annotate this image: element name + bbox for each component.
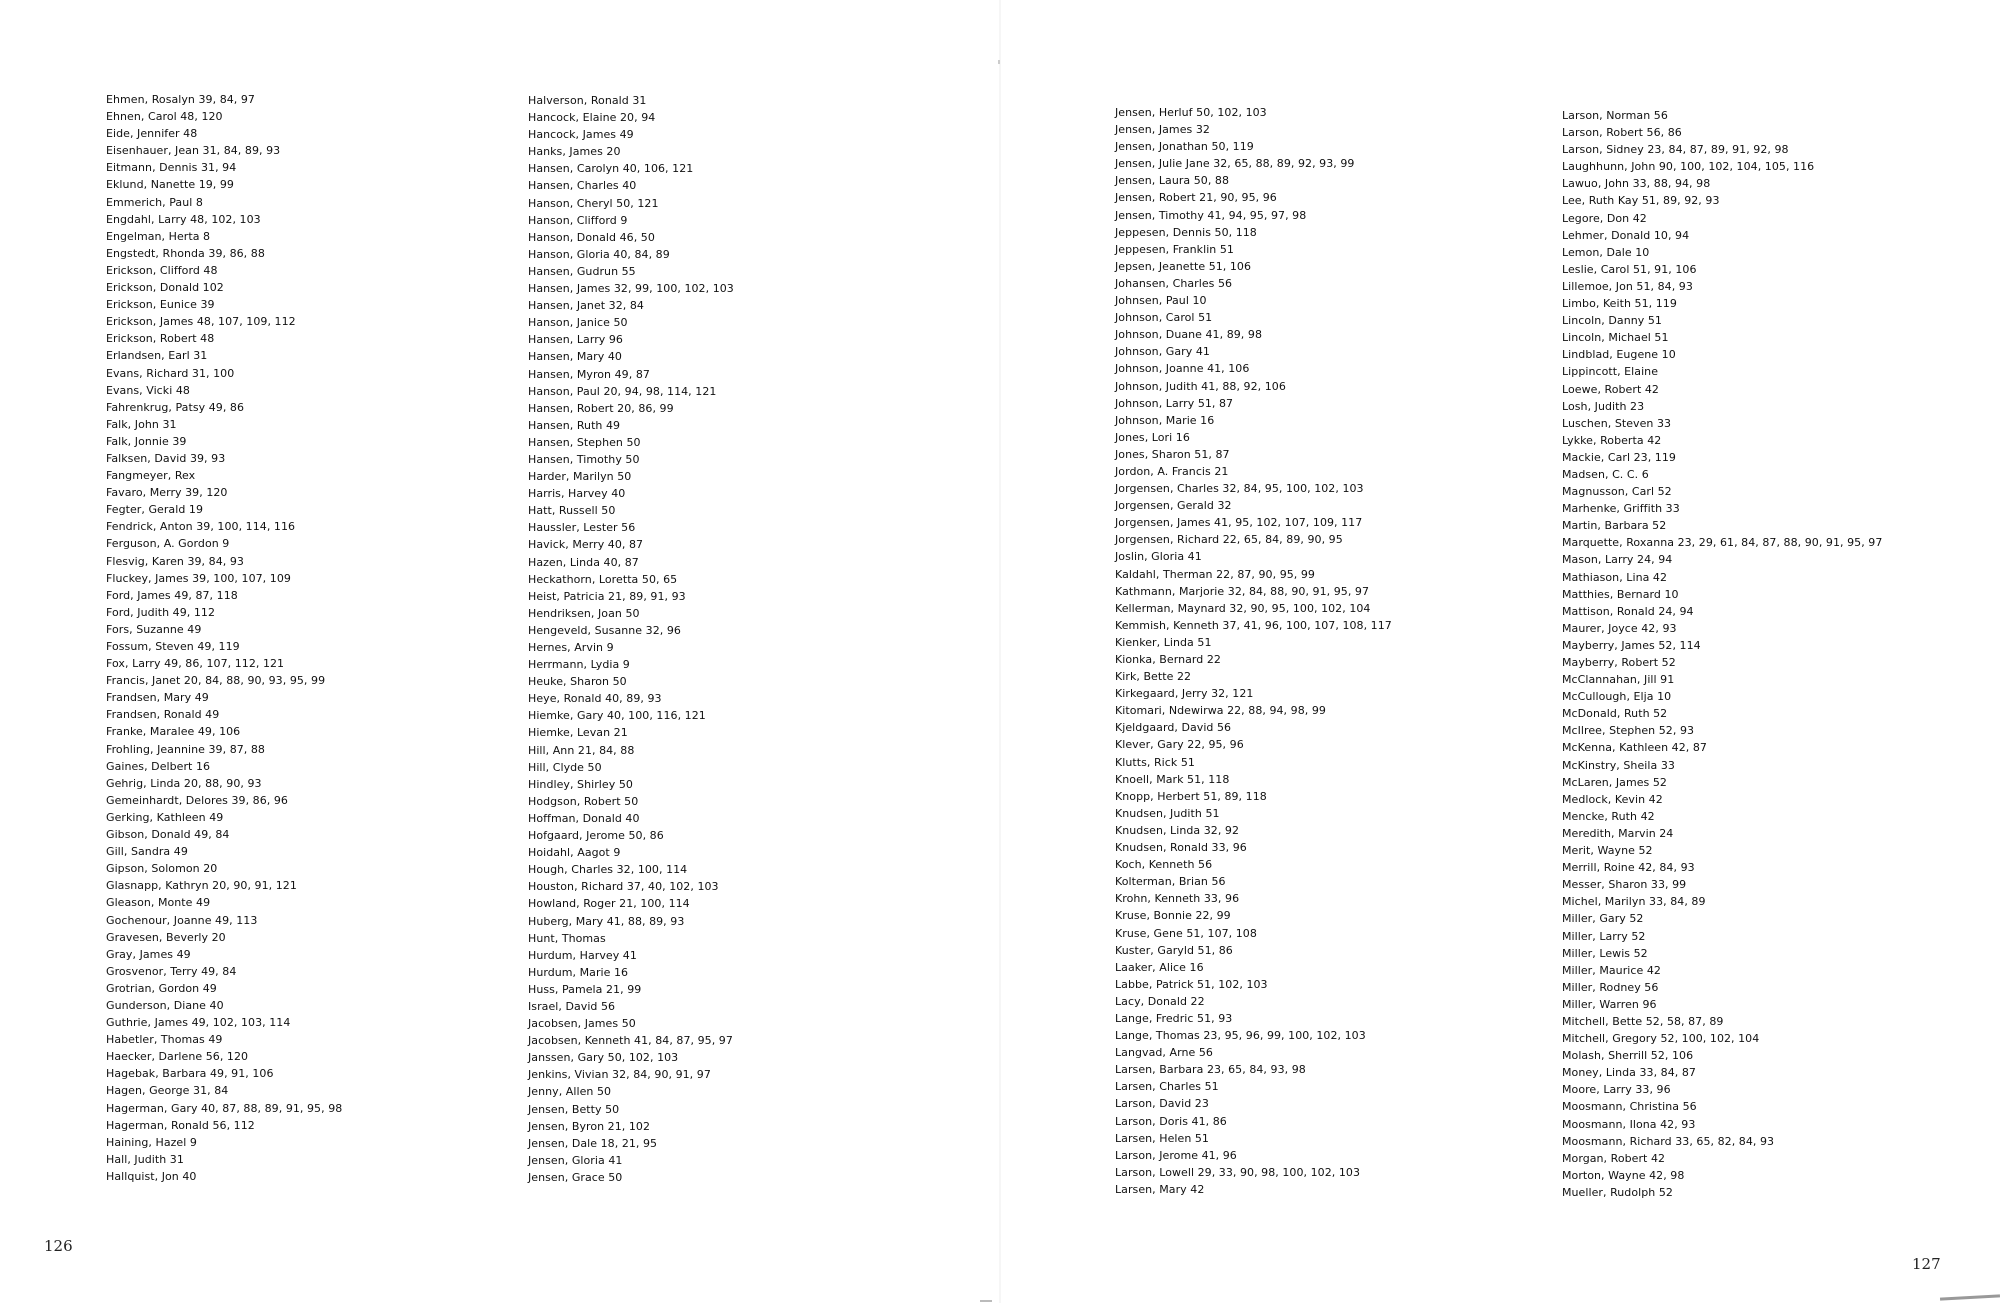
index-entry: Hill, Ann 21, 84, 88: [528, 743, 635, 757]
index-entry: Eklund, Nanette 19, 99: [106, 178, 234, 192]
index-entry: Limbo, Keith 51, 119: [1562, 297, 1677, 311]
index-entry: Franke, Maralee 49, 106: [106, 725, 241, 739]
index-entry: Hansen, Stephen 50: [528, 435, 641, 449]
index-entry: Miller, Rodney 56: [1562, 980, 1659, 994]
index-entry: Hansen, Janet 32, 84: [528, 299, 644, 313]
index-entry: Hagen, George 31, 84: [106, 1084, 229, 1098]
index-entry: Labbe, Patrick 51, 102, 103: [1115, 977, 1268, 991]
index-entry: Lawuo, John 33, 88, 94, 98: [1562, 177, 1711, 191]
index-entry: Maurer, Joyce 42, 93: [1562, 621, 1677, 635]
index-entry: Larson, Robert 56, 86: [1562, 126, 1682, 140]
index-entry: Laughhunn, John 90, 100, 102, 104, 105, 116: [1562, 160, 1815, 174]
index-entry: Mathiason, Lina 42: [1562, 570, 1668, 584]
index-entry: Engelman, Herta 8: [106, 229, 211, 243]
index-entry: Johnson, Duane 41, 89, 98: [1115, 328, 1262, 342]
index-entry: Larson, Jerome 41, 96: [1115, 1148, 1237, 1162]
index-entry: Jorgensen, Charles 32, 84, 95, 100, 102, 103: [1115, 482, 1364, 496]
index-entry: Martin, Barbara 52: [1562, 519, 1667, 533]
index-entry: Jorgensen, James 41, 95, 102, 107, 109, 117: [1115, 516, 1363, 530]
index-entry: Larson, Doris 41, 86: [1115, 1114, 1227, 1128]
index-entry: Moosmann, Christina 56: [1562, 1100, 1697, 1114]
index-entry: Habetler, Thomas 49: [106, 1033, 223, 1047]
index-entry: Hansen, Larry 96: [528, 333, 623, 347]
index-entry: Ehmen, Rosalyn 39, 84, 97: [106, 93, 255, 106]
index-entry: Engdahl, Larry 48, 102, 103: [106, 212, 261, 226]
index-entry: Harder, Marilyn 50: [528, 470, 632, 484]
index-entry: Hiemke, Gary 40, 100, 116, 121: [528, 709, 706, 723]
index-entry: Frandsen, Ronald 49: [106, 708, 220, 722]
index-entry: Jensen, Grace 50: [528, 1170, 623, 1184]
index-entry: Johnson, Larry 51, 87: [1115, 396, 1234, 410]
index-entry: Hallquist, Jon 40: [106, 1169, 197, 1183]
index-entry: Luschen, Steven 33: [1562, 416, 1672, 430]
index-entry: Grotrian, Gordon 49: [106, 981, 217, 995]
index-entry: McDonald, Ruth 52: [1562, 707, 1668, 721]
index-entry: Eitmann, Dennis 31, 94: [106, 161, 237, 175]
index-entry: Ford, Judith 49, 112: [106, 605, 215, 619]
index-entry: Johnsen, Paul 10: [1115, 294, 1207, 308]
index-entry: Erickson, Donald 102: [106, 281, 224, 295]
index-entry: Langvad, Arne 56: [1115, 1046, 1213, 1060]
index-entry: Hansen, Charles 40: [528, 179, 637, 193]
index-entry: Hansen, Gudrun 55: [528, 264, 636, 278]
index-entry: Krohn, Kenneth 33, 96: [1115, 892, 1240, 906]
index-entry: Johnson, Marie 16: [1115, 413, 1215, 427]
index-entry: Hanson, Janice 50: [528, 316, 628, 330]
index-entry: Harris, Harvey 40: [528, 487, 626, 501]
index-entry: Jenny, Allen 50: [528, 1085, 612, 1099]
index-entry: Kolterman, Brian 56: [1115, 875, 1226, 889]
index-column-1: [106, 91, 342, 1185]
index-entry: Mueller, Rudolph 52: [1562, 1185, 1673, 1199]
index-entry: Mitchell, Gregory 52, 100, 102, 104: [1562, 1032, 1760, 1046]
index-entry: Jensen, Julie Jane 32, 65, 88, 89, 92, 93, 99: [1115, 157, 1355, 171]
index-column-3: [1115, 104, 1392, 1198]
index-entry: Kitomari, Ndewirwa 22, 88, 94, 98, 99: [1115, 704, 1326, 718]
index-entry: Hansen, Carolyn 40, 106, 121: [528, 162, 694, 176]
index-entry: Larson, Sidney 23, 84, 87, 89, 91, 92, 98: [1562, 143, 1789, 157]
index-entry: Haining, Hazel 9: [106, 1135, 197, 1149]
index-entry: Hazen, Linda 40, 87: [528, 555, 639, 569]
index-entry: Larsen, Barbara 23, 65, 84, 93, 98: [1115, 1063, 1306, 1077]
index-entry: Halverson, Ronald 31: [528, 94, 647, 107]
index-entry: Heye, Ronald 40, 89, 93: [528, 692, 662, 706]
scan-mark-bottom: [980, 1300, 992, 1302]
page-gutter: [999, 0, 1001, 1303]
index-entry: McKinstry, Sheila 33: [1562, 758, 1675, 772]
index-entry: Larsen, Charles 51: [1115, 1080, 1219, 1094]
index-entry: Hancock, James 49: [528, 128, 634, 142]
index-entry: Larsen, Mary 42: [1115, 1182, 1205, 1196]
index-entry: Miller, Maurice 42: [1562, 963, 1661, 977]
index-entry: Ehnen, Carol 48, 120: [106, 110, 223, 124]
index-entry: Hall, Judith 31: [106, 1152, 184, 1166]
index-entry: Haussler, Lester 56: [528, 521, 636, 535]
scan-mark-top: [998, 60, 1000, 64]
index-entry: Mayberry, James 52, 114: [1562, 638, 1701, 652]
index-entry: Erlandsen, Earl 31: [106, 349, 208, 363]
index-entry: Gemeinhardt, Delores 39, 86, 96: [106, 793, 288, 807]
index-entry: Michel, Marilyn 33, 84, 89: [1562, 895, 1706, 909]
index-entry: Evans, Richard 31, 100: [106, 366, 235, 380]
index-entry: Haecker, Darlene 56, 120: [106, 1050, 249, 1064]
index-entry: Francis, Janet 20, 84, 88, 90, 93, 95, 99: [106, 674, 326, 688]
index-entry: Larson, Norman 56: [1562, 109, 1668, 122]
index-entry: Jensen, Jonathan 50, 119: [1115, 140, 1254, 154]
index-entry: Hansen, Ruth 49: [528, 418, 621, 432]
index-entry: Favaro, Merry 39, 120: [106, 486, 228, 500]
index-entry: Fossum, Steven 49, 119: [106, 640, 240, 653]
page-number-right: 127: [1912, 1255, 1941, 1273]
index-entry: Glasnapp, Kathryn 20, 90, 91, 121: [106, 879, 297, 893]
index-entry: Moosmann, Richard 33, 65, 82, 84, 93: [1562, 1134, 1775, 1148]
index-entry: Jorgensen, Richard 22, 65, 84, 89, 90, 95: [1115, 533, 1343, 547]
index-entry: Joslin, Gloria 41: [1115, 550, 1202, 564]
index-entry: Gochenour, Joanne 49, 113: [106, 913, 258, 927]
index-entry: Matthies, Bernard 10: [1562, 587, 1679, 601]
index-entry: Houston, Richard 37, 40, 102, 103: [528, 880, 719, 894]
index-entry: Morton, Wayne 42, 98: [1562, 1168, 1685, 1182]
index-entry: Mattison, Ronald 24, 94: [1562, 604, 1694, 618]
index-entry: Hill, Clyde 50: [528, 760, 602, 774]
index-entry: Lacy, Donald 22: [1115, 994, 1205, 1008]
index-entry: Knudsen, Judith 51: [1115, 806, 1220, 820]
index-entry: Hansen, Timothy 50: [528, 452, 640, 466]
index-entry: Hindley, Shirley 50: [528, 777, 633, 791]
index-entry: Hanks, James 20: [528, 145, 621, 159]
index-entry: Messer, Sharon 33, 99: [1562, 878, 1687, 892]
index-entry: Johnson, Carol 51: [1115, 311, 1213, 325]
index-entry: Jensen, Herluf 50, 102, 103: [1115, 106, 1267, 119]
index-entry: Jensen, Byron 21, 102: [528, 1119, 651, 1133]
index-entry: Lemon, Dale 10: [1562, 245, 1650, 259]
index-entry: Hatt, Russell 50: [528, 504, 616, 518]
index-entry: Moosmann, Ilona 42, 93: [1562, 1117, 1696, 1131]
index-entry: Johnson, Gary 41: [1115, 345, 1210, 359]
index-entry: Gaines, Delbert 16: [106, 759, 211, 773]
index-entry: Madsen, C. C. 6: [1562, 467, 1649, 481]
index-entry: Heckathorn, Loretta 50, 65: [528, 572, 678, 586]
index-entry: Jensen, Dale 18, 21, 95: [528, 1136, 658, 1150]
index-entry: Jensen, Gloria 41: [528, 1153, 623, 1167]
index-entry: Eide, Jennifer 48: [106, 127, 198, 141]
index-entry: Marquette, Roxanna 23, 29, 61, 84, 87, 88, 90, 91, 95, 97: [1562, 536, 1883, 550]
index-entry: Hagerman, Ronald 56, 112: [106, 1118, 255, 1132]
index-entry: Kuster, Garyld 51, 86: [1115, 943, 1233, 957]
index-entry: Hendriksen, Joan 50: [528, 606, 640, 620]
index-entry: Jenkins, Vivian 32, 84, 90, 91, 97: [528, 1068, 711, 1082]
index-entry: Laaker, Alice 16: [1115, 960, 1204, 974]
index-entry: Frohling, Jeannine 39, 87, 88: [106, 742, 265, 756]
index-entry: Heuke, Sharon 50: [528, 675, 627, 689]
index-entry: Hunt, Thomas: [528, 931, 606, 945]
index-entry: Jensen, Timothy 41, 94, 95, 97, 98: [1115, 208, 1307, 222]
index-entry: Leslie, Carol 51, 91, 106: [1562, 262, 1697, 276]
index-entry: Kirk, Bette 22: [1115, 670, 1192, 684]
index-entry: Hancock, Elaine 20, 94: [528, 111, 656, 125]
index-entry: Moore, Larry 33, 96: [1562, 1083, 1671, 1097]
index-entry: Marhenke, Griffith 33: [1562, 502, 1680, 516]
index-entry: Fors, Suzanne 49: [106, 622, 202, 636]
index-entry: Mencke, Ruth 42: [1562, 809, 1655, 823]
index-entry: Meredith, Marvin 24: [1562, 826, 1674, 840]
index-entry: Jones, Sharon 51, 87: [1115, 447, 1230, 461]
index-entry: Herrmann, Lydia 9: [528, 658, 630, 672]
index-entry: Larsen, Helen 51: [1115, 1131, 1209, 1145]
index-entry: Loewe, Robert 42: [1562, 382, 1659, 396]
index-entry: Hernes, Arvin 9: [528, 641, 614, 654]
index-entry: Falk, Jonnie 39: [106, 434, 187, 448]
index-entry: Hanson, Gloria 40, 84, 89: [528, 247, 670, 261]
index-entry: Johnson, Joanne 41, 106: [1115, 362, 1250, 376]
index-entry: Hodgson, Robert 50: [528, 794, 639, 808]
index-entry: Fahrenkrug, Patsy 49, 86: [106, 400, 245, 414]
index-entry: Hofgaard, Jerome 50, 86: [528, 829, 664, 843]
index-entry: Kathmann, Marjorie 32, 84, 88, 90, 91, 95, 97: [1115, 584, 1370, 598]
index-entry: Larson, Lowell 29, 33, 90, 98, 100, 102, 103: [1115, 1165, 1360, 1179]
index-entry: Mason, Larry 24, 94: [1562, 553, 1673, 567]
index-entry: Engstedt, Rhonda 39, 86, 88: [106, 246, 265, 260]
index-entry: Guthrie, James 49, 102, 103, 114: [106, 1016, 291, 1030]
index-entry: Jeppesen, Franklin 51: [1115, 242, 1234, 256]
index-column-4: [1562, 107, 1882, 1201]
index-entry: Gibson, Donald 49, 84: [106, 828, 230, 842]
index-entry: Miller, Larry 52: [1562, 929, 1646, 943]
index-entry: Lykke, Roberta 42: [1562, 433, 1662, 447]
index-entry: Gipson, Solomon 20: [106, 862, 218, 876]
index-entry: Legore, Don 42: [1562, 211, 1647, 225]
index-entry: Klever, Gary 22, 95, 96: [1115, 738, 1244, 752]
index-entry: Hanson, Cheryl 50, 121: [528, 196, 659, 210]
index-entry: Kionka, Bernard 22: [1115, 653, 1221, 666]
index-entry: Magnusson, Carl 52: [1562, 485, 1672, 499]
index-entry: Evans, Vicki 48: [106, 383, 190, 397]
index-entry: Lillemoe, Jon 51, 84, 93: [1562, 279, 1693, 293]
index-entry: Emmerich, Paul 8: [106, 195, 203, 209]
index-entry: Kellerman, Maynard 32, 90, 95, 100, 102, 104: [1115, 601, 1371, 615]
index-entry: Koch, Kenneth 56: [1115, 858, 1213, 872]
index-entry: Gray, James 49: [106, 947, 191, 961]
index-entry: Morgan, Robert 42: [1562, 1151, 1666, 1165]
index-entry: Lincoln, Michael 51: [1562, 331, 1669, 345]
index-entry: Fox, Larry 49, 86, 107, 112, 121: [106, 657, 285, 671]
index-entry: Eisenhauer, Jean 31, 84, 89, 93: [106, 144, 281, 158]
index-entry: Jacobsen, James 50: [528, 1017, 636, 1031]
index-entry: Hanson, Paul 20, 94, 98, 114, 121: [528, 384, 717, 398]
index-entry: Lange, Thomas 23, 95, 96, 99, 100, 102, 103: [1115, 1029, 1366, 1043]
index-entry: Hoffman, Donald 40: [528, 811, 640, 825]
index-entry: Kruse, Bonnie 22, 99: [1115, 909, 1231, 923]
index-entry: Kirkegaard, Jerry 32, 121: [1115, 687, 1254, 701]
index-entry: Johansen, Charles 56: [1115, 276, 1233, 290]
index-entry: Miller, Gary 52: [1562, 912, 1644, 926]
index-entry: Medlock, Kevin 42: [1562, 792, 1663, 806]
index-entry: Miller, Warren 96: [1562, 997, 1657, 1011]
index-entry: Howland, Roger 21, 100, 114: [528, 897, 690, 911]
index-entry: Havick, Merry 40, 87: [528, 538, 644, 552]
index-entry: Lee, Ruth Kay 51, 89, 92, 93: [1562, 194, 1720, 208]
index-entry: Merrill, Roine 42, 84, 93: [1562, 861, 1695, 875]
index-entry: McCullough, Elja 10: [1562, 690, 1672, 704]
index-entry: Jordon, A. Francis 21: [1115, 464, 1229, 478]
index-entry: Lippincott, Elaine: [1562, 365, 1659, 379]
index-entry: Jeppesen, Dennis 50, 118: [1115, 225, 1257, 239]
index-entry: McLaren, James 52: [1562, 775, 1667, 789]
index-entry: Merit, Wayne 52: [1562, 844, 1653, 858]
index-entry: Falksen, David 39, 93: [106, 451, 226, 465]
index-entry: Hengeveld, Susanne 32, 96: [528, 623, 681, 637]
index-entry: Gehrig, Linda 20, 88, 90, 93: [106, 776, 262, 790]
index-entry: Hough, Charles 32, 100, 114: [528, 863, 688, 877]
index-entry: McClannahan, Jill 91: [1562, 673, 1675, 687]
index-entry: Erickson, Robert 48: [106, 332, 215, 346]
index-entry: Gravesen, Beverly 20: [106, 930, 226, 944]
index-entry: Fangmeyer, Rex: [106, 469, 196, 483]
index-entry: Lindblad, Eugene 10: [1562, 348, 1676, 362]
index-entry: Huss, Pamela 21, 99: [528, 982, 642, 996]
index-entry: Knoell, Mark 51, 118: [1115, 772, 1230, 786]
index-entry: Israel, David 56: [528, 999, 616, 1013]
index-entry: Miller, Lewis 52: [1562, 946, 1648, 960]
index-entry: Falk, John 31: [106, 417, 177, 431]
index-entry: Knudsen, Ronald 33, 96: [1115, 841, 1247, 855]
index-entry: Mackie, Carl 23, 119: [1562, 450, 1676, 464]
index-entry: Heist, Patricia 21, 89, 91, 93: [528, 589, 686, 603]
index-entry: Jorgensen, Gerald 32: [1115, 499, 1232, 513]
index-entry: Hanson, Donald 46, 50: [528, 230, 655, 244]
page-number-left: 126: [44, 1237, 73, 1255]
index-entry: Money, Linda 33, 84, 87: [1562, 1066, 1696, 1080]
index-entry: Gunderson, Diane 40: [106, 998, 224, 1012]
index-entry: Ferguson, A. Gordon 9: [106, 537, 230, 551]
index-entry: Hiemke, Levan 21: [528, 726, 628, 740]
index-entry: McIlree, Stephen 52, 93: [1562, 724, 1695, 738]
index-entry: Jensen, Betty 50: [528, 1102, 620, 1116]
index-entry: Molash, Sherrill 52, 106: [1562, 1049, 1694, 1063]
index-entry: Hagerman, Gary 40, 87, 88, 89, 91, 95, 98: [106, 1101, 343, 1115]
index-entry: Kaldahl, Therman 22, 87, 90, 95, 99: [1115, 567, 1315, 581]
index-entry: Knopp, Herbert 51, 89, 118: [1115, 789, 1267, 803]
index-entry: Fluckey, James 39, 100, 107, 109: [106, 571, 291, 585]
index-entry: Frandsen, Mary 49: [106, 691, 209, 705]
index-entry: Hanson, Clifford 9: [528, 213, 628, 227]
index-entry: Erickson, Eunice 39: [106, 298, 215, 312]
index-entry: Klutts, Rick 51: [1115, 755, 1195, 769]
index-entry: Flesvig, Karen 39, 84, 93: [106, 554, 244, 568]
index-entry: Jacobsen, Kenneth 41, 84, 87, 95, 97: [528, 1034, 733, 1048]
index-entry: Hansen, James 32, 99, 100, 102, 103: [528, 282, 734, 296]
index-entry: Huberg, Mary 41, 88, 89, 93: [528, 914, 685, 928]
index-entry: Ford, James 49, 87, 118: [106, 588, 238, 602]
index-entry: Hansen, Robert 20, 86, 99: [528, 401, 674, 415]
index-entry: Larson, David 23: [1115, 1097, 1209, 1111]
index-entry: Jensen, Robert 21, 90, 95, 96: [1115, 191, 1277, 205]
index-entry: Mayberry, Robert 52: [1562, 656, 1676, 669]
index-entry: Lehmer, Donald 10, 94: [1562, 228, 1690, 242]
index-entry: Hagebak, Barbara 49, 91, 106: [106, 1067, 274, 1081]
index-entry: Hansen, Myron 49, 87: [528, 367, 650, 381]
index-entry: Kienker, Linda 51: [1115, 635, 1212, 649]
index-entry: Mitchell, Bette 52, 58, 87, 89: [1562, 1014, 1724, 1028]
index-entry: Kemmish, Kenneth 37, 41, 96, 100, 107, 108, 117: [1115, 618, 1392, 632]
index-entry: Hurdum, Harvey 41: [528, 948, 637, 962]
index-entry: Erickson, James 48, 107, 109, 112: [106, 315, 296, 329]
index-entry: Hansen, Mary 40: [528, 350, 622, 364]
index-entry: McKenna, Kathleen 42, 87: [1562, 741, 1707, 755]
index-entry: Hurdum, Marie 16: [528, 965, 629, 979]
index-column-2: [528, 92, 734, 1186]
index-entry: Lange, Fredric 51, 93: [1115, 1011, 1233, 1025]
index-entry: Fegter, Gerald 19: [106, 503, 204, 517]
index-entry: Kjeldgaard, David 56: [1115, 721, 1232, 735]
index-entry: Losh, Judith 23: [1562, 399, 1645, 413]
index-entry: Grosvenor, Terry 49, 84: [106, 964, 237, 978]
index-entry: Johnson, Judith 41, 88, 92, 106: [1115, 379, 1286, 393]
index-entry: Fendrick, Anton 39, 100, 114, 116: [106, 520, 296, 534]
index-entry: Janssen, Gary 50, 102, 103: [528, 1051, 679, 1065]
index-entry: Erickson, Clifford 48: [106, 263, 218, 277]
index-entry: Lincoln, Danny 51: [1562, 314, 1662, 328]
index-entry: Hoidahl, Aagot 9: [528, 846, 621, 860]
index-entry: Gerking, Kathleen 49: [106, 810, 224, 824]
index-entry: Jepsen, Jeanette 51, 106: [1115, 259, 1252, 273]
index-entry: Kruse, Gene 51, 107, 108: [1115, 926, 1257, 940]
index-entry: Gleason, Monte 49: [106, 896, 211, 910]
index-entry: Jensen, James 32: [1115, 123, 1210, 137]
scan-mark-corner: [1940, 1294, 2000, 1300]
index-entry: Jones, Lori 16: [1115, 430, 1190, 444]
index-entry: Gill, Sandra 49: [106, 845, 188, 859]
index-entry: Knudsen, Linda 32, 92: [1115, 823, 1240, 837]
index-entry: Jensen, Laura 50, 88: [1115, 174, 1230, 188]
